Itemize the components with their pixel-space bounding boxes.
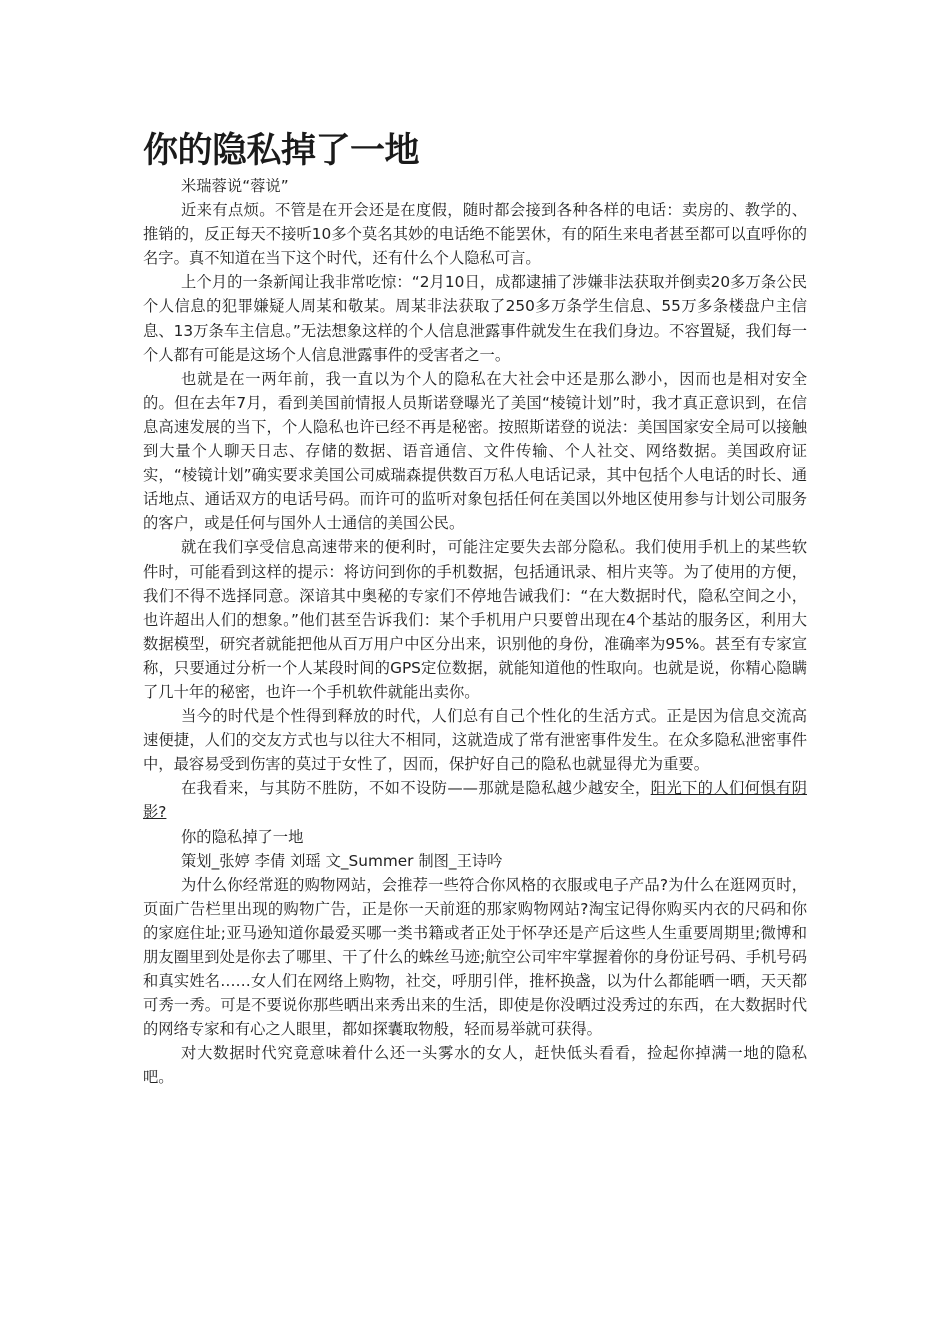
- section-credits: 策划_张婷 李倩 刘瑶 文_Summer 制图_王诗吟: [181, 851, 503, 870]
- section-heading: 你的隐私掉了一地: [181, 827, 304, 846]
- paragraph-3: 也就是在一两年前，我一直以为个人的隐私在大社会中还是那么渺小，因而也是相对安全的。但在去年7月，看到美国前情报人员斯诺登曝光了美国“棱镜计划”时，我才真正意识到，在信息高速发展的当下，个人隐私也许已经不再是秘密。按照斯诺登的说法：美国国家安全局可以接触到大量个人聊天日志、存储的数据、语音通信、文件传输、个人社交、网络数据。美国政府证实，“棱镜计划”确实要求美国公司威瑞森提供数百万私人电话记录，其中包括个人电话的时长、通话地点、通话双方的电话号码。而许可的监听对象包括任何在美国以外地区使用参与计划公司服务的客户，或是任何与国外人士通信的美国公民。: [143, 369, 807, 533]
- closing-link[interactable]: 阳光下的人们何惧有阴影?: [143, 779, 807, 822]
- article-page: [143, 128, 807, 1090]
- paragraph-4: 就在我们享受信息高速带来的便利时，可能注定要失去部分隐私。我们使用手机上的某些软件时，可能看到这样的提示：将访问到你的手机数据，包括通讯录、相片夹等。为了使用的方便，我们不得不选择同意。深谙其中奥秘的专家们不停地告诫我们：“在大数据时代，隐私空间之小，也许超出人们的想象。”他们甚至告诉我们：某个手机用户只要曾出现在4个基站的服务区，利用大数据模型，研究者就能把他从百万用户中区分出来，识别他的身份，准确率为95%。甚至有专家宣称，只要通过分析一个人某段时间的GPS定位数据，就能知道他的性取向。也就是说，你精心隐瞒了几十年的秘密，也许一个手机软件就能出卖你。: [143, 538, 807, 701]
- paragraph-5: 当今的时代是个性得到释放的时代，人们总有自己个性化的生活方式。正是因为信息交流高速便捷，人们的交友方式也与以往大不相同，这就造成了常有泄密事件发生。在众多隐私泄密事件中，最容易受到伤害的莫过于女性了，因而，保护好自己的隐私也就显得尤为重要。: [143, 707, 807, 774]
- closing-text: 在我看来，与其防不胜防，不如不设防——那就是隐私越少越安全，: [181, 779, 651, 798]
- article-title: 你的隐私掉了一地: [143, 131, 420, 171]
- section-paragraph-1: 为什么你经常逛的购物网站，会推荐一些符合你风格的衣服或电子产品?为什么在逛网页时，页面广告栏里出现的购物广告，正是你一天前逛的那家购物网站?淘宝记得你购买内衣的尺码和你的家庭住址;亚马逊知道你最爱买哪一类书籍或者正处于怀孕还是产后这些人生重要周期里;微博和朋友圈里到处是你去了哪里、干了什么的蛛丝马迹;航空公司牢牢掌握着你的身份证号码、手机号码和真实姓名……女人们在网络上购物，社交，呼朋引伴，推杯换盏，以为什么都能晒一晒，天天都可秀一秀。可是不要说你那些晒出来秀出来的生活，即使是你没晒过没秀过的东西，在大数据时代的网络专家和有心之人眼里，都如探囊取物般，轻而易举就可获得。: [143, 875, 807, 1039]
- paragraph-1: 近来有点烦。不管是在开会还是在度假，随时都会接到各种各样的电话：卖房的、教学的、推销的，反正每天不接听10多个莫名其妙的电话绝不能罢休，有的陌生来电者甚至都可以直呼你的名字。真不知道在当下这个时代，还有什么个人隐私可言。: [143, 201, 807, 268]
- section-paragraph-2: 对大数据时代究竟意味着什么还一头雾水的女人，赶快低头看看，捡起你掉满一地的隐私吧。: [143, 1044, 807, 1087]
- article-byline: 米瑞蓉说“蓉说”: [181, 177, 289, 195]
- closing-paragraph: [143, 776, 807, 824]
- paragraph-2: 上个月的一条新闻让我非常吃惊：“2月10日，成都逮捕了涉嫌非法获取并倒卖20多万条公民个人信息的犯罪嫌疑人周某和敬某。周某非法获取了250多万条学生信息、55万多条楼盘户主信息、13万条车主信息。”无法想象这样的个人信息泄露事件就发生在我们身边。不容置疑，我们每一个人都有可能是这场个人信息泄露事件的受害者之一。: [143, 273, 807, 364]
